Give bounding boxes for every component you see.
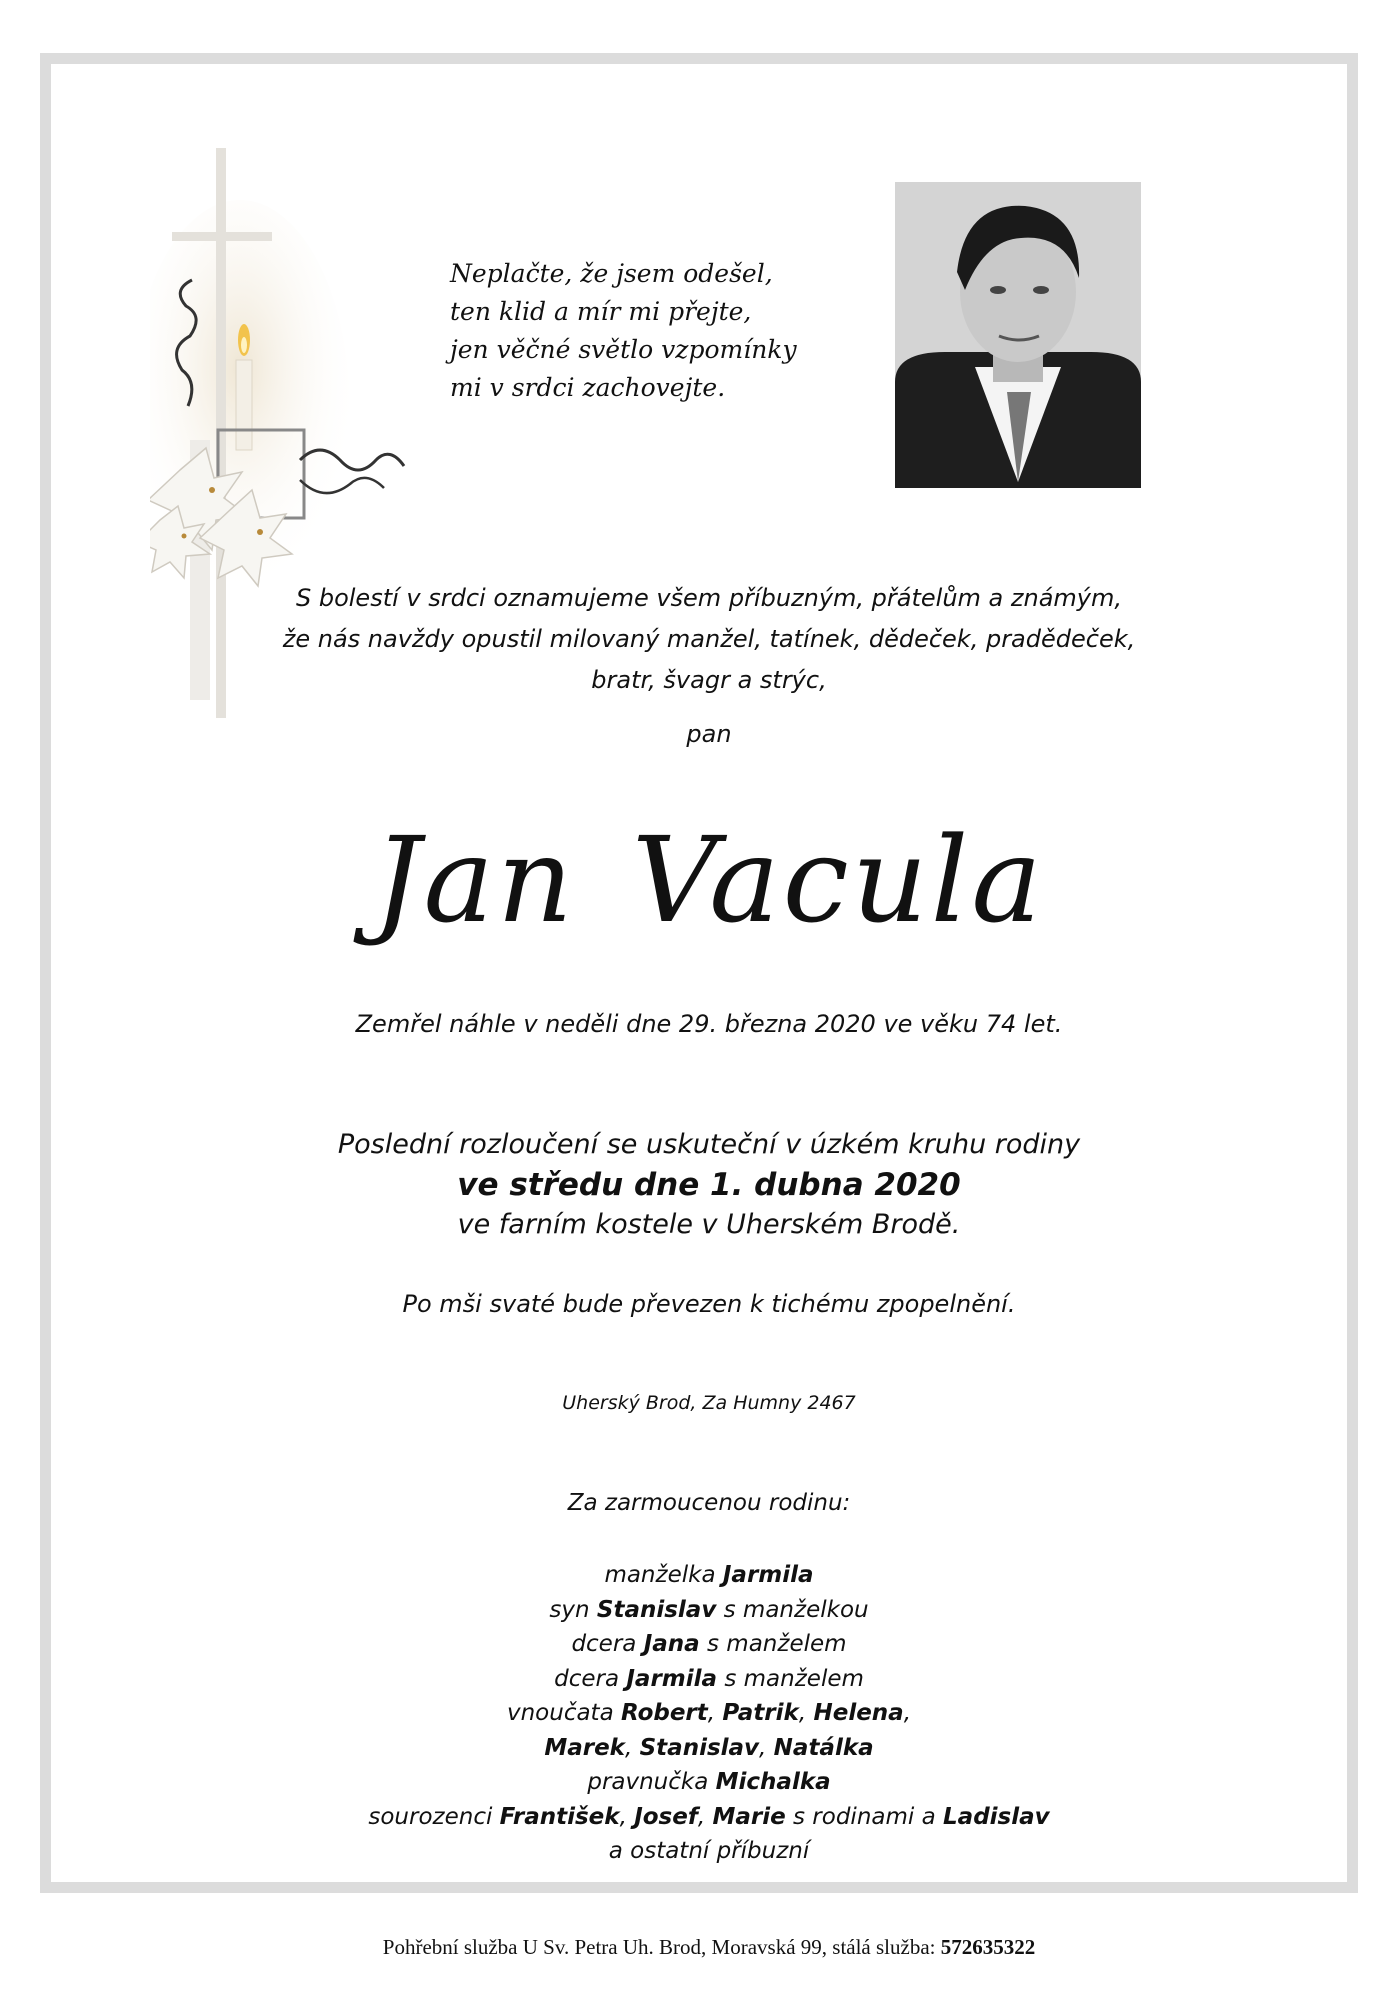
- family-member-line: [60, 1593, 1358, 1628]
- first-name: Jan: [373, 811, 576, 949]
- family-member-line: [60, 1662, 1358, 1697]
- family-relation-text: dcera: [571, 1631, 644, 1657]
- farewell-date: ve středu dne 1. dubna 2020: [457, 1167, 961, 1203]
- family-member-name: Jana: [643, 1631, 700, 1657]
- death-notice: Zemřel náhle v neděli dne 29. března 2020 ve věku 74 let.: [355, 1010, 1063, 1038]
- family-member-name: Marie: [712, 1803, 786, 1830]
- family-member-line: [60, 1627, 1358, 1662]
- poem-line: mi v srdci zachovejte.: [450, 373, 726, 402]
- family-title: Za zarmoucenou rodinu:: [567, 1490, 851, 1516]
- salutation: pan: [686, 720, 732, 748]
- family-member-line: [60, 1558, 1358, 1593]
- family-member-name: Ladislav: [943, 1803, 1050, 1830]
- farewell-info: [60, 1125, 1358, 1245]
- announcement-line: že nás navždy opustil milovaný manžel, tatínek, dědeček, pradědeček,: [282, 625, 1136, 653]
- family-relation-text: manželka: [604, 1562, 723, 1588]
- cremation-note: Po mši svaté bude převezen k tichému zpopelnění.: [402, 1290, 1016, 1318]
- family-member-name: František: [499, 1803, 620, 1830]
- family-relation-text: ,: [697, 1803, 713, 1830]
- family-relation-text: ,: [798, 1700, 814, 1726]
- footer-phone: 572635322: [940, 1935, 1036, 1959]
- poem-line: jen věčné světlo vzpomínky: [450, 335, 797, 364]
- family-relation-text: a ostatní příbuzní: [608, 1838, 810, 1864]
- family-relation-text: ,: [707, 1700, 723, 1726]
- family-relation-text: vnoučata: [506, 1700, 621, 1726]
- family-member-line: [60, 1834, 1358, 1869]
- family-member-line: [60, 1696, 1358, 1731]
- family-member-name: Natálka: [773, 1734, 874, 1761]
- memorial-poem: [450, 255, 830, 407]
- family-member-name: Robert: [621, 1700, 708, 1726]
- family-member-line: [60, 1765, 1358, 1800]
- family-relation-text: s rodinami a: [785, 1803, 944, 1830]
- footer-text: Pohřební služba U Sv. Petra Uh. Brod, Moravská 99, stálá služba:: [382, 1935, 941, 1959]
- family-relation-text: dcera: [554, 1665, 627, 1692]
- family-member-name: Jarmila: [626, 1665, 718, 1692]
- family-member-line: [60, 1800, 1358, 1835]
- family-member-name: Michalka: [715, 1769, 831, 1795]
- portrait-image: [895, 182, 1141, 488]
- farewell-place: ve farním kostele v Uherském Brodě.: [457, 1209, 961, 1240]
- family-relation-text: pravnučka: [587, 1769, 716, 1795]
- family-relation-text: ,: [903, 1700, 912, 1726]
- family-member-name: Marek: [544, 1734, 625, 1761]
- poem-line: ten klid a mír mi přejte,: [450, 297, 752, 326]
- family-member-name: Patrik: [722, 1700, 799, 1726]
- family-relation-text: s manželem: [717, 1665, 864, 1692]
- family-member-line: [60, 1731, 1358, 1766]
- family-member-name: Stanislav: [596, 1596, 717, 1623]
- family-relation-text: s manželkou: [716, 1596, 869, 1623]
- family-relation-text: ,: [624, 1734, 640, 1761]
- poem-line: Neplačte, že jsem odešel,: [450, 259, 773, 288]
- family-member-name: Jarmila: [722, 1562, 814, 1588]
- announcement-text: [60, 578, 1358, 701]
- family-member-name: Josef: [634, 1803, 698, 1830]
- family-address: Uherský Brod, Za Humny 2467: [562, 1392, 856, 1414]
- family-relation-text: ,: [619, 1803, 635, 1830]
- announcement-line: bratr, švagr a strýc,: [591, 666, 827, 694]
- farewell-line: Poslední rozloučení se uskuteční v úzkém kruhu rodiny: [337, 1129, 1081, 1160]
- family-member-name: Stanislav: [639, 1734, 760, 1761]
- last-name: Vacula: [631, 811, 1045, 949]
- announcement-line: S bolestí v srdci oznamujeme všem příbuzným, přátelům a známým,: [295, 584, 1122, 612]
- family-relation-text: syn: [549, 1596, 597, 1623]
- family-relation-text: s manželem: [699, 1631, 847, 1657]
- family-list: [60, 1558, 1358, 1869]
- portrait-photo: [895, 182, 1141, 488]
- funeral-service-footer: [60, 1935, 1358, 1960]
- deceased-name: [60, 810, 1358, 950]
- family-member-name: Helena: [813, 1700, 904, 1726]
- family-relation-text: ,: [759, 1734, 774, 1761]
- family-relation-text: sourozenci: [368, 1803, 500, 1830]
